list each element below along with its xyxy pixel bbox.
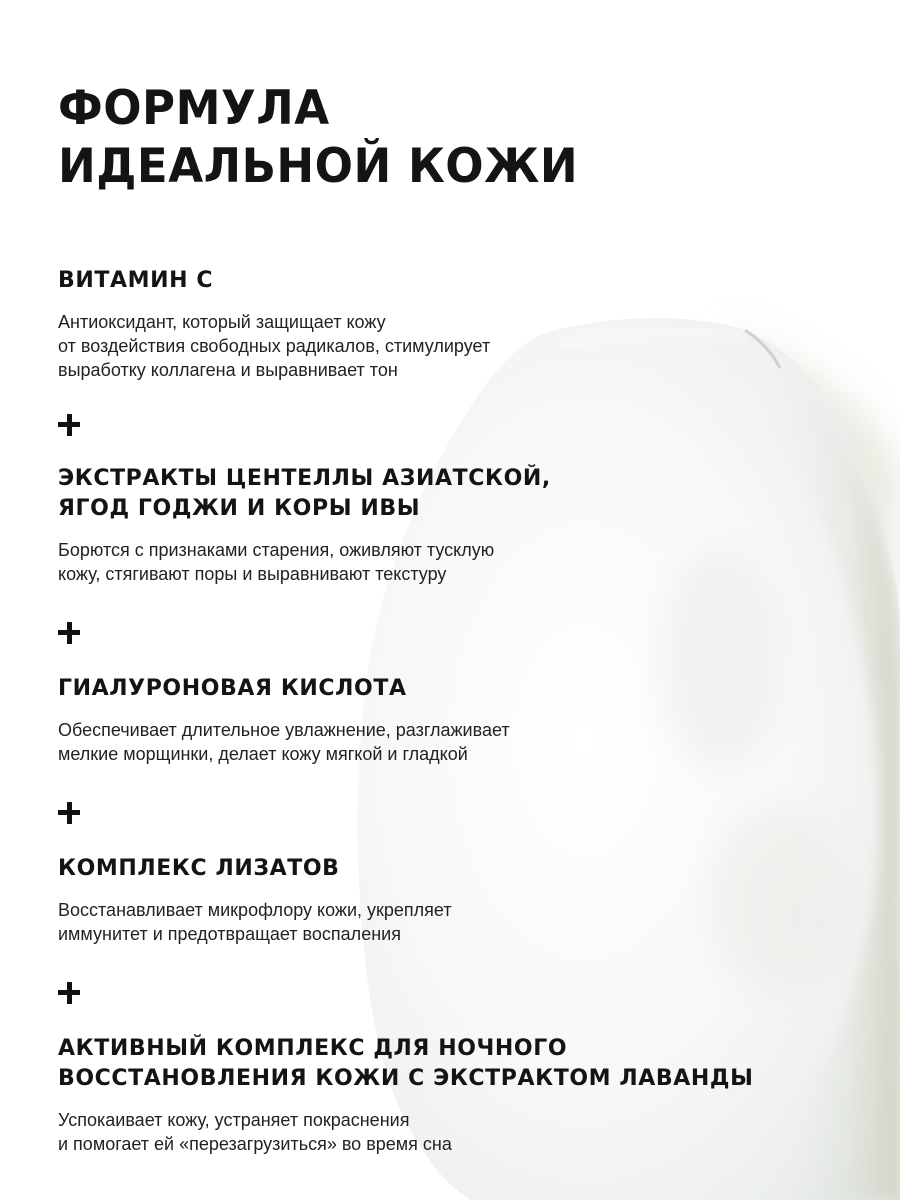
separator <box>58 802 818 824</box>
ingredient-name: ВИТАМИН С <box>58 268 214 293</box>
separator <box>58 982 818 1004</box>
ingredient-list <box>58 266 818 1156</box>
ingredient-name: АКТИВНЫЙ КОМПЛЕКС ДЛЯ НОЧНОГО ВОССТАНОВЛЕНИЯ КОЖИ С ЭКСТРАКТОМ ЛАВАНДЫ <box>58 1036 754 1091</box>
ingredient-name: КОМПЛЕКС ЛИЗАТОВ <box>58 856 340 881</box>
separator <box>58 414 818 436</box>
ingredient-item <box>58 674 818 766</box>
plus-icon <box>58 802 80 824</box>
plus-icon <box>58 622 80 644</box>
title-line-2: ИДЕАЛЬНОЙ КОЖИ <box>58 139 579 194</box>
main-content <box>58 80 818 1156</box>
ingredient-item <box>58 464 818 586</box>
title-line-1: ФОРМУЛА <box>58 81 330 136</box>
ingredient-description: Антиоксидант, который защищает кожу от воздействия свободных радикалов, стимулирует выработку коллагена и выравнивает тон <box>58 312 491 380</box>
ingredient-description: Борются с признаками старения, оживляют тусклую кожу, стягивают поры и выравнивают текстуру <box>58 540 495 584</box>
ingredient-name: ГИАЛУРОНОВАЯ КИСЛОТА <box>58 676 407 701</box>
ingredient-name: ЭКСТРАКТЫ ЦЕНТЕЛЛЫ АЗИАТСКОЙ, ЯГОД ГОДЖИ И КОРЫ ИВЫ <box>58 466 551 521</box>
ingredient-item <box>58 1034 818 1156</box>
separator <box>58 622 818 644</box>
ingredient-description: Восстанавливает микрофлору кожи, укрепляет иммунитет и предотвращает воспаления <box>58 900 452 944</box>
ingredient-item <box>58 854 818 946</box>
plus-icon <box>58 414 80 436</box>
ingredient-description: Обеспечивает длительное увлажнение, разглаживает мелкие морщинки, делает кожу мягкой и гладкой <box>58 720 510 764</box>
ingredient-item <box>58 266 818 382</box>
plus-icon <box>58 982 80 1004</box>
page-title <box>58 80 788 196</box>
ingredient-description: Успокаивает кожу, устраняет покраснения и помогает ей «перезагрузиться» во время сна <box>58 1110 452 1154</box>
